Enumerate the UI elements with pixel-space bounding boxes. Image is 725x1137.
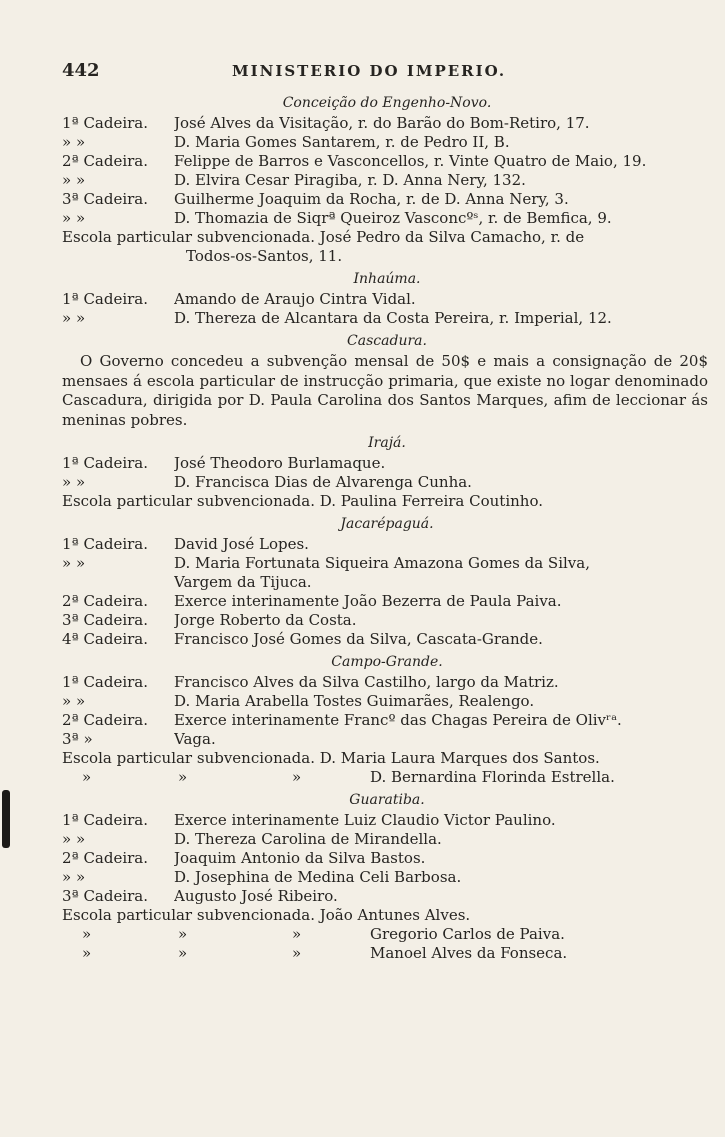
cadeira-row [62, 309, 712, 328]
escola-particular-line: Escola particular subvencionada. D. Paulina Ferreira Coutinho. [62, 492, 543, 510]
teacher-entry: D. Maria Fortunata Siqueira Amazona Gomes da Silva, [174, 554, 590, 572]
cadeira-label [62, 573, 174, 592]
teacher-entry: Exerce interinamente João Bezerra de Paula Paiva. [174, 592, 562, 610]
cadeira-row [62, 114, 712, 133]
cadeira-row [62, 592, 712, 611]
cadeira-label: 2ª Cadeira. [62, 592, 149, 610]
cadeira-label: 1ª Cadeira. [62, 454, 149, 472]
cadeira-label: 1ª Cadeira. [62, 290, 149, 308]
cadeira-row [62, 171, 712, 190]
teacher-entry: Exerce interinamente Luiz Claudio Victor Paulino. [174, 811, 556, 829]
section-paragraph: O Governo concedeu a subvenção mensal de 50$ e mais a consignação de 20$ mensaes á escola particular de instrucção primaria, que existe no logar denominado Cascadura, dirigida por D. Paula Carolina dos Santos Marques, afim de leccionar ás meninas pobres. [62, 352, 708, 429]
ditto-mark: » [178, 944, 188, 962]
teacher-entry: Francisco José Gomes da Silva, Cascata-Grande. [174, 630, 543, 648]
teacher-entry: Guilherme Joaquim da Rocha, r. de D. Anna Nery, 3. [174, 190, 569, 208]
teacher-entry: Francisco Alves da Silva Castilho, largo da Matriz. [174, 673, 559, 691]
cadeira-label: 3ª Cadeira. [62, 887, 149, 905]
cadeira-label: 1ª Cadeira. [62, 673, 149, 691]
section [62, 268, 712, 328]
cadeira-label: » » [62, 554, 86, 572]
cadeira-row [62, 887, 712, 906]
teacher-entry: D. Elvira Cesar Piragiba, r. D. Anna Nery, 132. [174, 171, 526, 189]
escola-particular-continuation: Todos-os-Santos, 11. [186, 247, 343, 265]
cadeira-row [62, 849, 712, 868]
ditto-mark: » [82, 925, 92, 943]
ditto-row [62, 944, 712, 963]
ditto-mark: » [82, 944, 92, 962]
section-title: Irajá. [368, 435, 406, 451]
cadeira-label: 2ª Cadeira. [62, 152, 149, 170]
section [62, 513, 712, 649]
section-title: Jacarépaguá. [340, 516, 434, 532]
escola-particular-line: Escola particular subvencionada. João Antunes Alves. [62, 906, 471, 924]
section-title: Cascadura. [347, 333, 427, 349]
cadeira-label: 1ª Cadeira. [62, 535, 149, 553]
escola-particular-line: Escola particular subvencionada. D. Maria Laura Marques dos Santos. [62, 749, 600, 767]
ditto-mark: » [178, 925, 188, 943]
teacher-entry: José Alves da Visitação, r. do Barão do Bom-Retiro, 17. [174, 114, 590, 132]
cadeira-row [62, 152, 712, 171]
section [62, 651, 712, 787]
cadeira-row [62, 630, 712, 649]
teacher-entry: Joaquim Antonio da Silva Bastos. [174, 849, 426, 867]
cadeira-label: » » [62, 171, 86, 189]
ditto-teacher-name: D. Bernardina Florinda Estrella. [370, 768, 615, 786]
cadeira-row [62, 673, 712, 692]
section [62, 92, 712, 266]
teacher-entry: D. Thereza de Alcantara da Costa Pereira, r. Imperial, 12. [174, 309, 612, 327]
running-title: MINISTERIO DO IMPERIO. [232, 62, 507, 80]
cadeira-row [62, 611, 712, 630]
cadeira-row [62, 535, 712, 554]
teacher-entry: Exerce interinamente Francº das Chagas Pereira de Olivʳᵃ. [174, 711, 622, 729]
teacher-entry: D. Francisca Dias de Alvarenga Cunha. [174, 473, 472, 491]
teacher-entry: Jorge Roberto da Costa. [174, 611, 357, 629]
cadeira-label: 3ª Cadeira. [62, 190, 149, 208]
section [62, 330, 712, 430]
teacher-entry: D. Maria Arabella Tostes Guimarães, Realengo. [174, 692, 535, 710]
teacher-entry: Amando de Araujo Cintra Vidal. [174, 290, 416, 308]
teacher-entry: D. Maria Gomes Santarem, r. de Pedro II, B. [174, 133, 510, 151]
document-body [62, 90, 712, 963]
cadeira-label: » » [62, 830, 86, 848]
page-header [62, 60, 702, 84]
cadeira-row [62, 573, 712, 592]
teacher-entry: José Theodoro Burlamaque. [174, 454, 386, 472]
teacher-entry: D. Thomazia de Siqrª Queiroz Vasconcºˢ, r. de Bemfica, 9. [174, 209, 612, 227]
escola-particular-line: Escola particular subvencionada. José Pedro da Silva Camacho, r. de [62, 228, 585, 246]
ditto-teacher-name: Manoel Alves da Fonseca. [370, 944, 568, 962]
section-title: Guaratiba. [349, 792, 425, 808]
section-title: Campo-Grande. [331, 654, 443, 670]
cadeira-label: 2ª Cadeira. [62, 849, 149, 867]
cadeira-label: 4ª Cadeira. [62, 630, 149, 648]
section [62, 432, 712, 511]
cadeira-row [62, 730, 712, 749]
cadeira-row [62, 830, 712, 849]
cadeira-row [62, 209, 712, 228]
cadeira-row [62, 811, 712, 830]
teacher-entry: D. Josephina de Medina Celi Barbosa. [174, 868, 462, 886]
ditto-row [62, 768, 712, 787]
ditto-row [62, 925, 712, 944]
ditto-mark: » [292, 925, 302, 943]
cadeira-label: » » [62, 473, 86, 491]
section [62, 789, 712, 963]
section-title: Inhaúma. [353, 271, 421, 287]
teacher-entry: Augusto José Ribeiro. [174, 887, 338, 905]
cadeira-row [62, 473, 712, 492]
cadeira-row [62, 692, 712, 711]
cadeira-label: » » [62, 133, 86, 151]
cadeira-row [62, 554, 712, 573]
cadeira-row [62, 133, 712, 152]
cadeira-label: 3ª » [62, 730, 93, 748]
ditto-mark: » [178, 768, 188, 786]
ditto-mark: » [82, 768, 92, 786]
cadeira-row [62, 711, 712, 730]
teacher-entry: Vaga. [174, 730, 216, 748]
cadeira-label: 1ª Cadeira. [62, 114, 149, 132]
cadeira-label: 1ª Cadeira. [62, 811, 149, 829]
ditto-mark: » [292, 944, 302, 962]
cadeira-label: 3ª Cadeira. [62, 611, 149, 629]
cadeira-label: » » [62, 692, 86, 710]
teacher-entry: David José Lopes. [174, 535, 309, 553]
ditto-teacher-name: Gregorio Carlos de Paiva. [370, 925, 565, 943]
cadeira-row [62, 290, 712, 309]
ditto-mark: » [292, 768, 302, 786]
cadeira-label: 2ª Cadeira. [62, 711, 149, 729]
section-title: Conceição do Engenho-Novo. [282, 95, 492, 111]
cadeira-label: » » [62, 309, 86, 327]
teacher-entry: D. Thereza Carolina de Mirandella. [174, 830, 442, 848]
cadeira-row [62, 454, 712, 473]
page-edge-mark [2, 790, 10, 848]
cadeira-label: » » [62, 868, 86, 886]
cadeira-row [62, 190, 712, 209]
cadeira-label: » » [62, 209, 86, 227]
teacher-entry: Vargem da Tijuca. [174, 573, 312, 591]
teacher-entry: Felippe de Barros e Vasconcellos, r. Vinte Quatro de Maio, 19. [174, 152, 647, 170]
cadeira-row [62, 868, 712, 887]
page-number: 442 [62, 60, 100, 81]
